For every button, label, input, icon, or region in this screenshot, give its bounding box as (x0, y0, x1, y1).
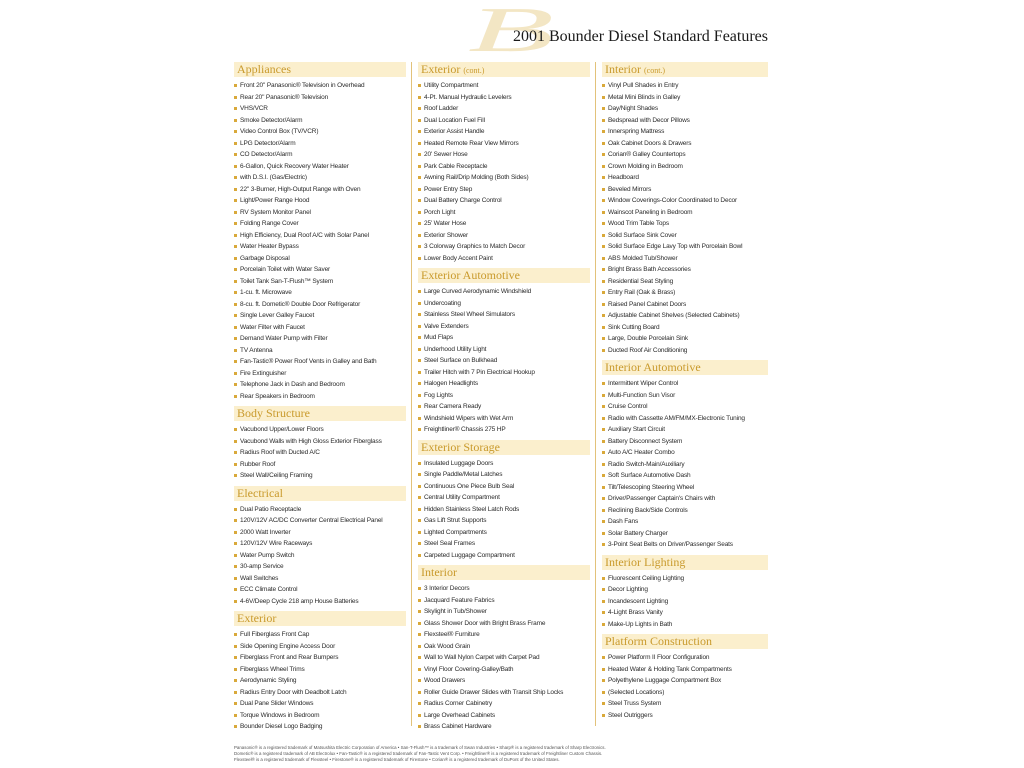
feature-item: Oak Cabinet Doors & Drawers (602, 138, 768, 150)
feature-item: Bounder Diesel Logo Badging (234, 721, 406, 733)
section-title: Exterior Automotive (421, 268, 520, 282)
trademark-footnotes (234, 745, 779, 763)
feature-item: 22" 3-Burner, High-Output Range with Oven (234, 184, 406, 196)
section-title: Interior Lighting (605, 554, 686, 569)
section-title: Exterior Storage (421, 439, 500, 454)
feature-item: Rear Speakers in Bedroom (234, 391, 406, 403)
feature-item: Full Fiberglass Front Cap (234, 629, 406, 641)
feature-item: Rear Camera Ready (418, 401, 590, 413)
feature-item: Steel Truss System (602, 698, 768, 710)
feature-item: Heated Remote Rear View Mirrors (418, 138, 590, 150)
feature-item: Park Cable Receptacle (418, 161, 590, 173)
feature-item: Porcelain Toilet with Water Saver (234, 264, 406, 276)
feature-item: Power Platform II Floor Configuration (602, 652, 768, 664)
feature-item: 4-Light Brass Vanity (602, 607, 768, 619)
feature-item: Large Overhead Cabinets (418, 710, 590, 722)
feature-item: Soft Surface Automotive Dash (602, 470, 768, 482)
feature-item: Underhood Utility Light (418, 344, 590, 356)
feature-item: Folding Range Cover (234, 218, 406, 230)
feature-item: Front 20" Panasonic® Television in Overhead (234, 80, 406, 92)
feature-item: Metal Mini Blinds in Galley (602, 92, 768, 104)
section-title: Electrical (237, 485, 283, 500)
feature-item: Exterior Assist Handle (418, 126, 590, 138)
feature-item: Entry Rail (Oak & Brass) (602, 287, 768, 299)
section-header (602, 62, 768, 77)
feature-item: Insulated Luggage Doors (418, 458, 590, 470)
feature-item: Freightliner® Chassis 275 HP (418, 424, 590, 436)
section-title: Platform Construction (605, 634, 712, 648)
section-header (418, 62, 590, 77)
feature-item: Innerspring Mattress (602, 126, 768, 138)
feature-list (602, 80, 768, 356)
section-header (602, 360, 768, 375)
feature-item: Fire Extinguisher (234, 368, 406, 380)
feature-item: 3 Colorway Graphics to Match Decor (418, 241, 590, 253)
feature-item: Day/Night Shades (602, 103, 768, 115)
section-title: Body Structure (237, 406, 310, 420)
feature-list (234, 629, 406, 733)
feature-item: Radio with Cassette AM/FM/MX-Electronic Tuning (602, 413, 768, 425)
feature-item: Large Curved Aerodynamic Windshield (418, 286, 590, 298)
footnote-line: Panasonic® is a registered trademark of Matsushita Electric Corporation of America • San-T-Flush™ is a trademark of Swan Industries • Sharp® is a registered trademark of Sharp Electronics. (234, 745, 606, 750)
feature-item: Power Entry Step (418, 184, 590, 196)
feature-item: Tilt/Telescoping Steering Wheel (602, 482, 768, 494)
feature-item: Bright Brass Bath Accessories (602, 264, 768, 276)
feature-item: Sink Cutting Board (602, 322, 768, 334)
section-header (418, 268, 590, 283)
feature-item: Valve Extenders (418, 321, 590, 333)
feature-list (418, 458, 590, 562)
section-title: Exterior (237, 611, 277, 625)
feature-item: Dual Battery Charge Control (418, 195, 590, 207)
feature-list (418, 80, 590, 264)
feature-section (418, 440, 590, 562)
column-divider (595, 62, 596, 726)
section-header (234, 62, 406, 77)
feature-item: Undercoating (418, 298, 590, 310)
feature-section (602, 360, 768, 551)
feature-item: Fiberglass Front and Rear Bumpers (234, 652, 406, 664)
feature-item: Headboard (602, 172, 768, 184)
feature-item: Oak Wood Grain (418, 641, 590, 653)
section-title-suffix: (cont.) (643, 66, 666, 75)
feature-item: 2000 Watt Inverter (234, 527, 406, 539)
feature-item: Corian® Galley Countertops (602, 149, 768, 161)
feature-item: Auxiliary Start Circuit (602, 424, 768, 436)
feature-item: Lower Body Accent Paint (418, 253, 590, 265)
section-title: Interior (605, 62, 641, 76)
feature-item: High Efficiency, Dual Roof A/C with Solar Panel (234, 230, 406, 242)
section-header (602, 555, 768, 570)
feature-item: 3-Point Seat Belts on Driver/Passenger Seats (602, 539, 768, 551)
feature-section (234, 406, 406, 482)
footnote-line: Dometic® is a registered trademark of AB Electrolux • Fan-Tastic® is a registered trademark of Fan-Tastic Vent Corp. • Freightliner® is a registered trademark of Freightliner Custom Chassis. (234, 751, 603, 756)
feature-item: 4-6V/Deep Cycle 218 amp House Batteries (234, 596, 406, 608)
section-title: Appliances (237, 62, 291, 76)
feature-section (602, 555, 768, 631)
section-header (234, 611, 406, 626)
section-title: Interior (421, 565, 457, 579)
feature-item: Torque Windows in Bedroom (234, 710, 406, 722)
feature-item: Side Opening Engine Access Door (234, 641, 406, 653)
section-title-suffix: (cont.) (463, 66, 485, 75)
feature-item: Multi-Function Sun Visor (602, 390, 768, 402)
feature-item: Incandescent Lighting (602, 596, 768, 608)
feature-item: Dual Pane Slider Windows (234, 698, 406, 710)
section-header (602, 634, 768, 649)
feature-item: Vinyl Pull Shades in Entry (602, 80, 768, 92)
feature-item: Dash Fans (602, 516, 768, 528)
feature-item: Toilet Tank San-T-Flush™ System (234, 276, 406, 288)
feature-item: Vacubond Upper/Lower Floors (234, 424, 406, 436)
feature-section (234, 62, 406, 402)
feature-section (234, 611, 406, 733)
feature-section (602, 62, 768, 356)
feature-list (234, 504, 406, 608)
feature-item: Telephone Jack in Dash and Bedroom (234, 379, 406, 391)
feature-item: 120V/12V Wire Raceways (234, 538, 406, 550)
feature-item: Aerodynamic Styling (234, 675, 406, 687)
feature-item: Beveled Mirrors (602, 184, 768, 196)
feature-item: Water Filter with Faucet (234, 322, 406, 334)
feature-item: Jacquard Feature Fabrics (418, 595, 590, 607)
feature-item: Raised Panel Cabinet Doors (602, 299, 768, 311)
section-header (418, 440, 590, 455)
feature-item: Brass Cabinet Hardware (418, 721, 590, 733)
feature-list (234, 424, 406, 482)
feature-item: Intermittent Wiper Control (602, 378, 768, 390)
feature-item: Glass Shower Door with Bright Brass Frame (418, 618, 590, 630)
feature-item: Fiberglass Wheel Trims (234, 664, 406, 676)
feature-item: Gas Lift Strut Supports (418, 515, 590, 527)
feature-item: (Selected Locations) (602, 687, 768, 699)
feature-item: Smoke Detector/Alarm (234, 115, 406, 127)
decorative-script-watermark: B (468, 0, 550, 60)
feature-item: Battery Disconnect System (602, 436, 768, 448)
feature-item: Continuous One Piece Bulb Seal (418, 481, 590, 493)
feature-list (602, 378, 768, 551)
feature-item: Residential Seat Styling (602, 276, 768, 288)
feature-item: Single Paddle/Metal Latches (418, 469, 590, 481)
feature-section (602, 634, 768, 721)
feature-section (418, 62, 590, 264)
feature-item: Demand Water Pump with Filter (234, 333, 406, 345)
feature-item: Steel Outriggers (602, 710, 768, 722)
feature-item: Halogen Headlights (418, 378, 590, 390)
feature-item: 8-cu. ft. Dometic® Double Door Refrigerator (234, 299, 406, 311)
feature-item: Wood Drawers (418, 675, 590, 687)
feature-item: Solid Surface Sink Cover (602, 230, 768, 242)
feature-item: Vacubond Walls with High Gloss Exterior Fiberglass (234, 436, 406, 448)
feature-item: ECC Climate Control (234, 584, 406, 596)
feature-item: with D.S.I. (Gas/Electric) (234, 172, 406, 184)
feature-item: Driver/Passenger Captain's Chairs with (602, 493, 768, 505)
feature-item: Polyethylene Luggage Compartment Box (602, 675, 768, 687)
feature-item: Single Lever Galley Faucet (234, 310, 406, 322)
feature-item: RV System Monitor Panel (234, 207, 406, 219)
feature-item: Decor Lighting (602, 584, 768, 596)
feature-item: Skylight in Tub/Shower (418, 606, 590, 618)
feature-item: Central Utility Compartment (418, 492, 590, 504)
feature-item: Utility Compartment (418, 80, 590, 92)
feature-item: Window Coverings-Color Coordinated to Decor (602, 195, 768, 207)
feature-section (234, 486, 406, 608)
feature-item: Auto A/C Heater Combo (602, 447, 768, 459)
feature-item: Stainless Steel Wheel Simulators (418, 309, 590, 321)
feature-item: Reclining Back/Side Controls (602, 505, 768, 517)
section-header (234, 406, 406, 421)
features-column-1 (234, 62, 406, 733)
feature-item: Make-Up Lights in Bath (602, 619, 768, 631)
feature-item: ABS Molded Tub/Shower (602, 253, 768, 265)
feature-item: Lighted Compartments (418, 527, 590, 539)
feature-item: Water Heater Bypass (234, 241, 406, 253)
feature-item: Flexsteel® Furniture (418, 629, 590, 641)
section-header (234, 486, 406, 501)
section-title: Interior Automotive (605, 360, 701, 374)
feature-item: Radius Roof with Ducted A/C (234, 447, 406, 459)
feature-item: Adjustable Cabinet Shelves (Selected Cabinets) (602, 310, 768, 322)
feature-item: 20' Sewer Hose (418, 149, 590, 161)
feature-item: Fluorescent Ceiling Lighting (602, 573, 768, 585)
feature-item: Fog Lights (418, 390, 590, 402)
feature-item: TV Antenna (234, 345, 406, 357)
feature-item: Awning Rail/Drip Molding (Both Sides) (418, 172, 590, 184)
feature-item: Windshield Wipers with Wet Arm (418, 413, 590, 425)
feature-item: Wall to Wall Nylon Carpet with Carpet Pad (418, 652, 590, 664)
feature-item: Solid Surface Edge Lavy Top with Porcelain Bowl (602, 241, 768, 253)
feature-item: Cruise Control (602, 401, 768, 413)
feature-item: 25' Water Hose (418, 218, 590, 230)
section-header (418, 565, 590, 580)
feature-item: Trailer Hitch with 7 Pin Electrical Hookup (418, 367, 590, 379)
feature-item: Steel Seal Frames (418, 538, 590, 550)
feature-item: Mud Flaps (418, 332, 590, 344)
feature-item: Radio Switch-Main/Auxiliary (602, 459, 768, 471)
features-column-2 (418, 62, 590, 733)
feature-list (602, 573, 768, 631)
feature-item: Roller Guide Drawer Slides with Transit Ship Locks (418, 687, 590, 699)
feature-item: Dual Location Fuel Fill (418, 115, 590, 127)
feature-item: Solar Battery Charger (602, 528, 768, 540)
feature-item: Heated Water & Holding Tank Compartments (602, 664, 768, 676)
feature-item: Rear 20" Panasonic® Television (234, 92, 406, 104)
feature-item: Steel Wall/Ceiling Framing (234, 470, 406, 482)
feature-item: Video Control Box (TV/VCR) (234, 126, 406, 138)
feature-item: Garbage Disposal (234, 253, 406, 265)
feature-item: Wall Switches (234, 573, 406, 585)
feature-item: Vinyl Floor Covering-Galley/Bath (418, 664, 590, 676)
feature-item: Radius Corner Cabinetry (418, 698, 590, 710)
page-title: 2001 Bounder Diesel Standard Features (512, 28, 768, 45)
feature-item: 120V/12V AC/DC Converter Central Electrical Panel (234, 515, 406, 527)
feature-item: Wood Trim Table Tops (602, 218, 768, 230)
feature-item: Light/Power Range Hood (234, 195, 406, 207)
section-title: Exterior (421, 62, 461, 76)
feature-item: VHS/VCR (234, 103, 406, 115)
feature-section (418, 565, 590, 733)
feature-item: Carpeted Luggage Compartment (418, 550, 590, 562)
feature-item: Water Pump Switch (234, 550, 406, 562)
feature-list (602, 652, 768, 721)
feature-item: Steel Surface on Bulkhead (418, 355, 590, 367)
feature-item: Exterior Shower (418, 230, 590, 242)
feature-item: Dual Patio Receptacle (234, 504, 406, 516)
feature-item: Porch Light (418, 207, 590, 219)
feature-item: Fan-Tastic® Power Roof Vents in Galley and Bath (234, 356, 406, 368)
feature-section (418, 268, 590, 436)
feature-item: CO Detector/Alarm (234, 149, 406, 161)
footnote-line: Flexsteel® is a registered trademark of Flexsteel • Firestone® is a registered trademark of Firestone • Corian® is a registered trademark of DuPont of the United States. (234, 757, 560, 762)
feature-item: 3 Interior Decors (418, 583, 590, 595)
feature-item: Rubber Roof (234, 459, 406, 471)
column-divider (411, 62, 412, 726)
feature-item: Radius Entry Door with Deadbolt Latch (234, 687, 406, 699)
feature-item: Bedspread with Decor Pillows (602, 115, 768, 127)
feature-item: 6-Gallon, Quick Recovery Water Heater (234, 161, 406, 173)
feature-item: 4-Pt. Manual Hydraulic Levelers (418, 92, 590, 104)
feature-list (418, 286, 590, 436)
feature-list (418, 583, 590, 733)
feature-item: Wainscot Paneling in Bedroom (602, 207, 768, 219)
feature-item: Crown Molding in Bedroom (602, 161, 768, 173)
feature-item: 1-cu. ft. Microwave (234, 287, 406, 299)
feature-item: LPG Detector/Alarm (234, 138, 406, 150)
feature-item: Ducted Roof Air Conditioning (602, 345, 768, 357)
feature-list (234, 80, 406, 402)
feature-item: Hidden Stainless Steel Latch Rods (418, 504, 590, 516)
feature-item: 30-amp Service (234, 561, 406, 573)
feature-item: Large, Double Porcelain Sink (602, 333, 768, 345)
feature-item: Roof Ladder (418, 103, 590, 115)
features-column-3 (602, 62, 768, 721)
